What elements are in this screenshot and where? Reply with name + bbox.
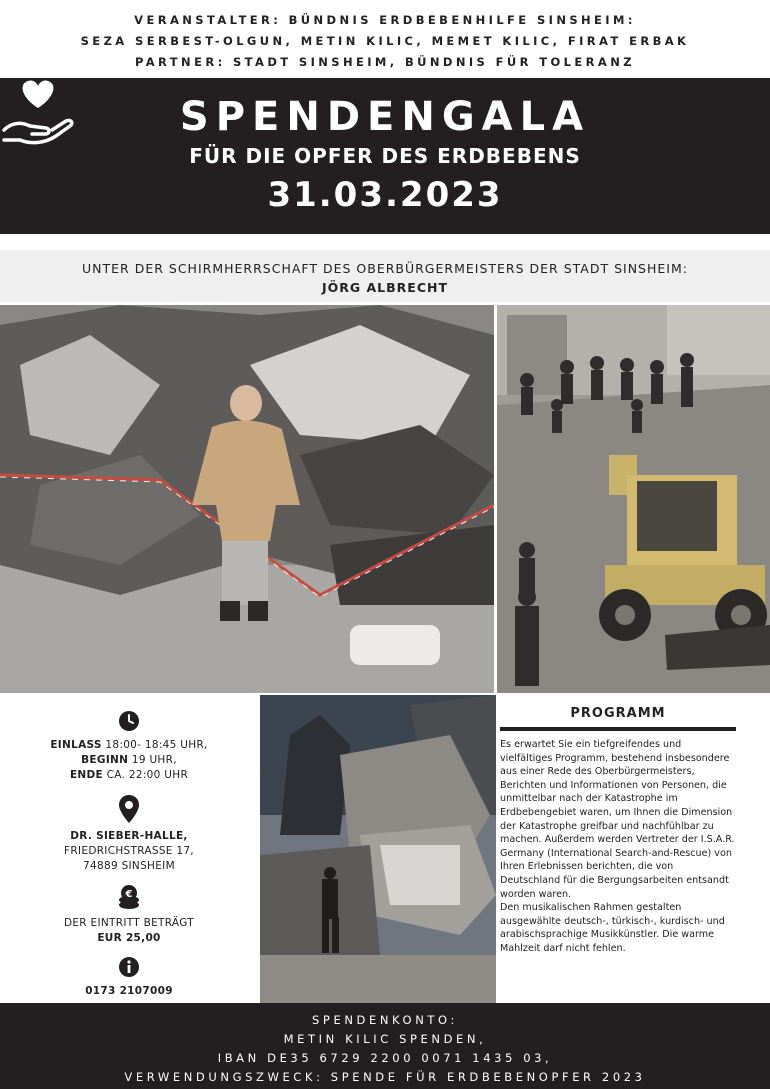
venue-name: DR. SIEBER-HALLE, xyxy=(70,830,188,842)
title-banner xyxy=(0,78,770,234)
event-info xyxy=(0,700,258,1000)
donation-account-footer xyxy=(0,1003,770,1089)
venue-city: 74889 SINSHEIM xyxy=(83,860,175,872)
admission-price: EUR 25,00 xyxy=(97,932,161,944)
venue-street: FRIEDRICHSTRASSE 17, xyxy=(64,845,194,857)
organizer-line-1: VERANSTALTER: BÜNDNIS ERDBEBENHILFE SINSHEIM: xyxy=(134,13,636,27)
organizers-block xyxy=(0,0,770,78)
start-value: 19 UHR, xyxy=(131,754,177,766)
photo-collapsed-building xyxy=(260,695,496,1003)
patronage-text: UNTER DER SCHIRMHERRSCHAFT DES OBERBÜRGERMEISTERS DER STADT SINSHEIM: xyxy=(82,261,688,276)
end-value: CA. 22:00 UHR xyxy=(106,769,189,781)
euro-coins-icon xyxy=(117,884,141,910)
contact-phone: 0173 2107009 xyxy=(85,985,173,997)
info-icon xyxy=(118,956,140,978)
account-holder: METIN KILIC SPENDEN, xyxy=(283,1032,487,1046)
contact-info xyxy=(0,984,258,999)
patron-name: JÖRG ALBRECHT xyxy=(321,280,448,295)
location-info xyxy=(0,829,258,874)
entry-label: EINLASS xyxy=(50,739,102,751)
end-label: ENDE xyxy=(69,769,104,781)
program-paragraph-1: Es erwartet Sie ein tiefgreifendes und vielfältiges Programm, bestehend insbesondere aus einer Rede des Oberbürgermeisters, Berichten und Informationen von Personen, die unmittelbar nach der Katastrophe im Erdbebengebiet waren, um Ihnen die Dimension der Katastrophe greifbar und nachfühlbar zu machen. Außerdem werden Vertreter der I.S.A.R. Germany (International Search-and-Rescue) von Ihren Erlebnissen berichten, die von Deutschland für die Bergungsarbeiten entsandt worden waren. xyxy=(500,739,735,900)
program-paragraph-2: Den musikalischen Rahmen gestalten ausgewählte deutsch-, türkisch-, kurdisch- und arabischsprachige Musikkünstler. Die warme Mahlzeit darf nicht fehlen. xyxy=(500,902,725,954)
clock-icon xyxy=(118,710,140,732)
map-pin-icon xyxy=(119,795,139,823)
iban: IBAN DE35 6729 2200 0071 1435 03, xyxy=(217,1051,553,1065)
event-date: 31.03.2023 xyxy=(267,175,503,215)
start-label: BEGINN xyxy=(81,754,129,766)
program-divider xyxy=(500,727,736,731)
heart-in-hand-icon xyxy=(0,78,76,150)
svg-text:€: € xyxy=(125,889,133,900)
organizer-line-2: SEZA SERBEST-OLGUN, METIN KILIC, MEMET KILIC, FIRAT ERBAK xyxy=(80,34,690,48)
photo-child-in-rubble xyxy=(0,305,494,693)
event-title: SPENDENGALA xyxy=(179,94,591,140)
admission-label: DER EINTRITT BETRÄGT xyxy=(63,917,195,929)
time-info xyxy=(0,738,258,783)
entry-value: 18:00- 18:45 UHR, xyxy=(105,739,208,751)
admission-info xyxy=(0,916,258,946)
program-section xyxy=(500,700,760,1000)
program-heading: PROGRAMM xyxy=(570,706,666,721)
payment-reference: VERWENDUNGSZWECK: SPENDE FÜR ERDBEBENOPFER 2023 xyxy=(124,1070,646,1084)
partner-line: PARTNER: STADT SINSHEIM, BÜNDNIS FÜR TOLERANZ xyxy=(134,55,635,69)
patronage-bar xyxy=(0,250,770,302)
footer-heading: SPENDENKONTO: xyxy=(312,1013,458,1027)
event-subtitle: FÜR DIE OPFER DES ERDBEBENS xyxy=(189,144,581,168)
photo-rescue-excavator xyxy=(497,305,770,693)
